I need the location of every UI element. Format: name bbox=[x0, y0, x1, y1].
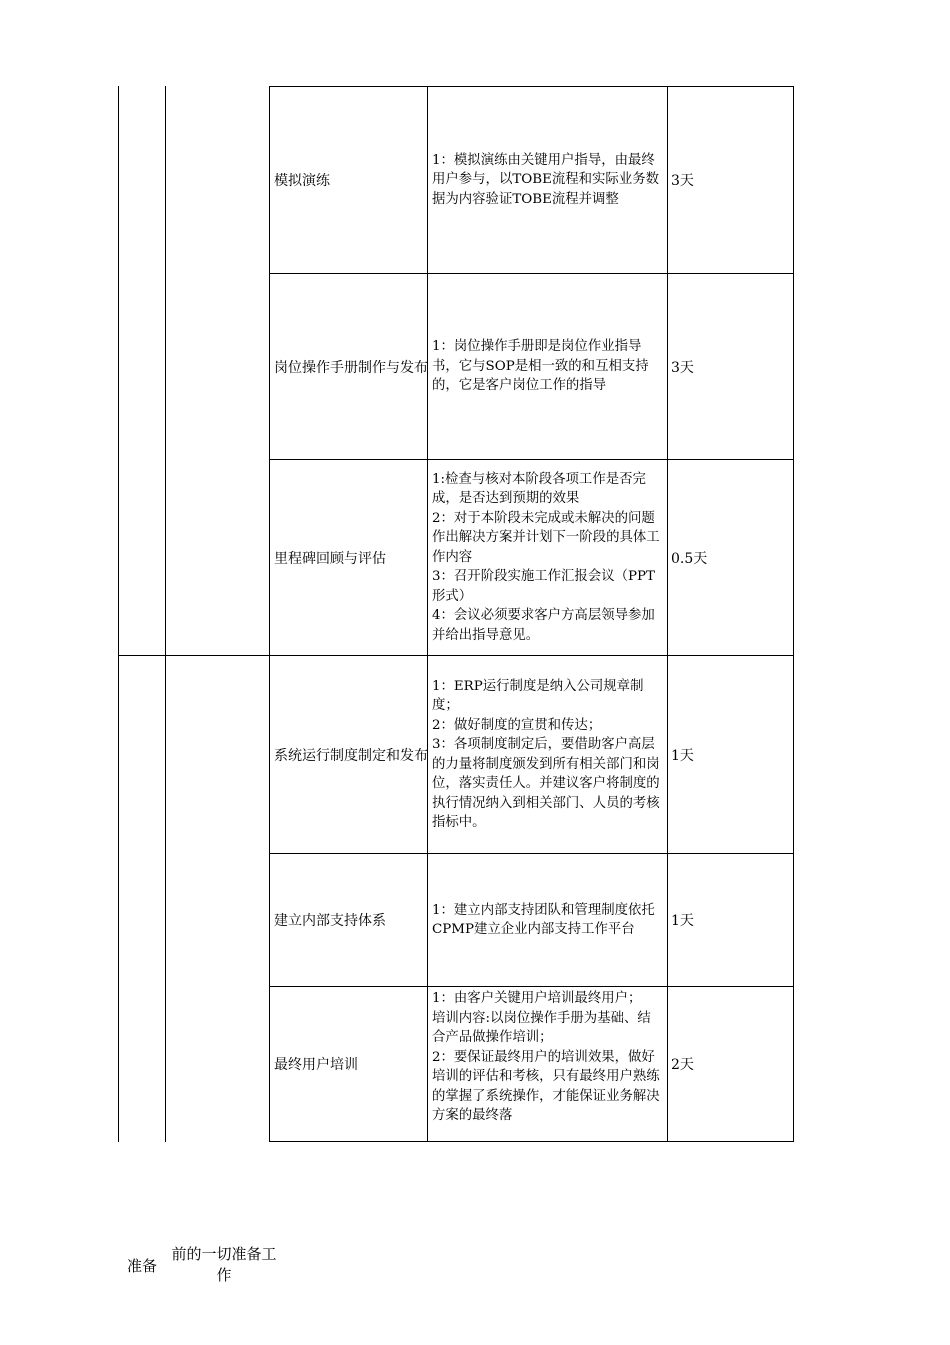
left-border-line-2 bbox=[165, 86, 166, 1142]
task-desc-cell: 1：岗位操作手册即是岗位作业指导书，它与SOP是相一致的和互相支持的，它是客户岗位工作的指导 bbox=[428, 274, 668, 459]
task-desc-cell: 1：模拟演练由关键用户指导，由最终用户参与，以TOBE流程和实际业务数据为内容验证TOBE流程并调整 bbox=[428, 87, 668, 273]
section-divider-line bbox=[118, 655, 270, 656]
left-border-line-1 bbox=[118, 86, 119, 1142]
task-duration-cell: 3天 bbox=[671, 173, 694, 189]
task-desc-cell: 1:检查与核对本阶段各项工作是否完成，是否达到预期的效果 2：对于本阶段未完成或未解决的问题作出解决方案并计划下一阶段的具体工作内容 3：召开阶段实施工作汇报会议（PPT形式） 4：会议必须要求客户方高层领导参加并给出指导意见。 bbox=[428, 460, 668, 655]
task-name-cell: 模拟演练 bbox=[270, 87, 428, 273]
task-duration-cell: 3天 bbox=[671, 359, 694, 376]
phase-label: 准备 bbox=[127, 1257, 158, 1275]
table-row bbox=[270, 274, 793, 460]
task-name-cell: 岗位操作手册制作与发布 bbox=[270, 274, 428, 459]
task-name-cell: 里程碑回顾与评估 bbox=[270, 460, 428, 655]
task-desc-cell: 1：ERP运行制度是纳入公司规章制度； 2：做好制度的宣贯和传达； 3：各项制度制定后，要借助客户高层的力量将制度颁发到所有相关部门和岗位，落实责任人。并建议客户将制度的执行情况纳入到相关部门、人员的考核指标中。 bbox=[428, 656, 668, 853]
table-row bbox=[270, 460, 793, 656]
table-row bbox=[270, 854, 793, 987]
task-duration-cell: 2天 bbox=[671, 1057, 694, 1073]
task-name-cell: 建立内部支持体系 bbox=[270, 854, 428, 986]
task-duration-cell: 1天 bbox=[671, 747, 694, 764]
task-duration-cell: 0.5天 bbox=[671, 550, 708, 567]
table-row bbox=[270, 987, 793, 1141]
table-row bbox=[270, 656, 793, 854]
task-duration-cell: 1天 bbox=[671, 913, 694, 929]
table-row bbox=[270, 87, 793, 274]
task-desc-cell: 1：建立内部支持团队和管理制度依托CPMP建立企业内部支持工作平台 bbox=[428, 854, 668, 986]
task-name-cell: 最终用户培训 bbox=[270, 987, 428, 1141]
task-desc-cell: 1：由客户关键用户培训最终用户； 培训内容:以岗位操作手册为基础、结合产品做操作培训； 2：要保证最终用户的培训效果，做好培训的评估和考核，只有最终用户熟练的掌握了系统操作，才能保证业务解决方案的最终落 bbox=[428, 987, 668, 1141]
phase-goal: 前的一切准备工作 bbox=[171, 1245, 277, 1284]
task-table bbox=[269, 86, 794, 1142]
task-name-cell: 系统运行制度制定和发布 bbox=[270, 656, 428, 853]
